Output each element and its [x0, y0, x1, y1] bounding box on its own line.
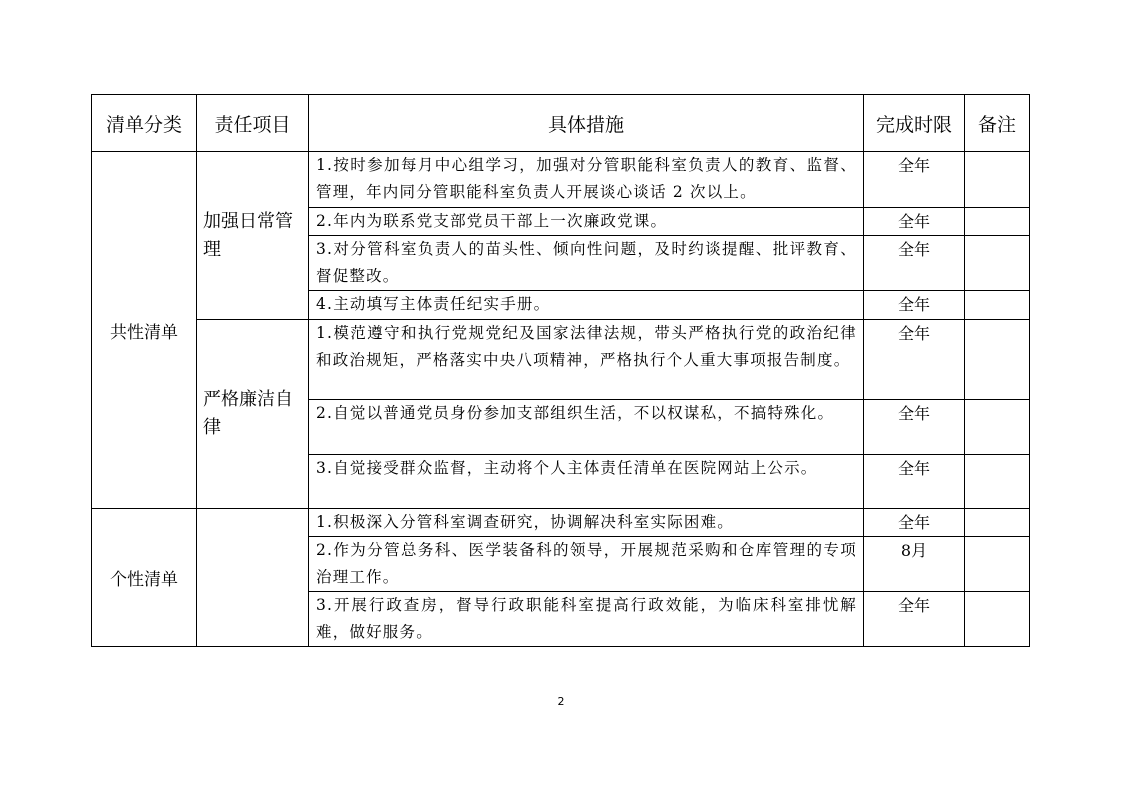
header-deadline: 完成时限 — [864, 95, 965, 152]
deadline-cell: 全年 — [864, 208, 965, 236]
responsibility-table — [91, 94, 1030, 647]
note-cell — [965, 592, 1030, 647]
table-header-row — [92, 95, 1030, 152]
measure-cell: 3.自觉接受群众监督，主动将个人主体责任清单在医院网站上公示。 — [309, 455, 864, 509]
measure-cell: 1.模范遵守和执行党规党纪及国家法律法规，带头严格执行党的政治纪律和政治规矩，严格落实中央八项精神，严格执行个人重大事项报告制度。 — [309, 320, 864, 400]
item-cell: 严格廉洁自律 — [197, 320, 309, 509]
deadline-cell: 全年 — [864, 400, 965, 455]
item-cell: 加强日常管理 — [197, 152, 309, 320]
measure-cell: 4.主动填写主体责任纪实手册。 — [309, 291, 864, 320]
note-cell — [965, 291, 1030, 320]
note-cell — [965, 236, 1030, 291]
header-item: 责任项目 — [197, 95, 309, 152]
category-cell: 个性清单 — [92, 509, 197, 647]
note-cell — [965, 455, 1030, 509]
note-cell — [965, 509, 1030, 537]
header-note: 备注 — [965, 95, 1030, 152]
page-number: 2 — [557, 695, 565, 708]
measure-cell: 2.自觉以普通党员身份参加支部组织生活，不以权谋私，不搞特殊化。 — [309, 400, 864, 455]
deadline-cell: 全年 — [864, 455, 965, 509]
measure-cell: 1.积极深入分管科室调查研究，协调解决科室实际困难。 — [309, 509, 864, 537]
category-cell: 共性清单 — [92, 152, 197, 509]
note-cell — [965, 320, 1030, 400]
table-row — [92, 509, 1030, 537]
measure-cell: 2.作为分管总务科、医学装备科的领导，开展规范采购和仓库管理的专项治理工作。 — [309, 537, 864, 592]
deadline-cell: 全年 — [864, 509, 965, 537]
item-cell — [197, 509, 309, 647]
note-cell — [965, 400, 1030, 455]
header-category: 清单分类 — [92, 95, 197, 152]
table-row — [92, 320, 1030, 400]
note-cell — [965, 208, 1030, 236]
table-row — [92, 152, 1030, 208]
deadline-cell: 全年 — [864, 236, 965, 291]
deadline-cell: 8月 — [864, 537, 965, 592]
deadline-cell: 全年 — [864, 320, 965, 400]
deadline-cell: 全年 — [864, 592, 965, 647]
measure-cell: 2.年内为联系党支部党员干部上一次廉政党课。 — [309, 208, 864, 236]
note-cell — [965, 152, 1030, 208]
deadline-cell: 全年 — [864, 291, 965, 320]
note-cell — [965, 537, 1030, 592]
deadline-cell: 全年 — [864, 152, 965, 208]
measure-cell: 3.对分管科室负责人的苗头性、倾向性问题，及时约谈提醒、批评教育、督促整改。 — [309, 236, 864, 291]
header-measure: 具体措施 — [309, 95, 864, 152]
measure-cell: 3.开展行政查房，督导行政职能科室提高行政效能，为临床科室排忧解难，做好服务。 — [309, 592, 864, 647]
measure-cell: 1.按时参加每月中心组学习，加强对分管职能科室负责人的教育、监督、管理，年内同分管职能科室负责人开展谈心谈话 2 次以上。 — [309, 152, 864, 208]
